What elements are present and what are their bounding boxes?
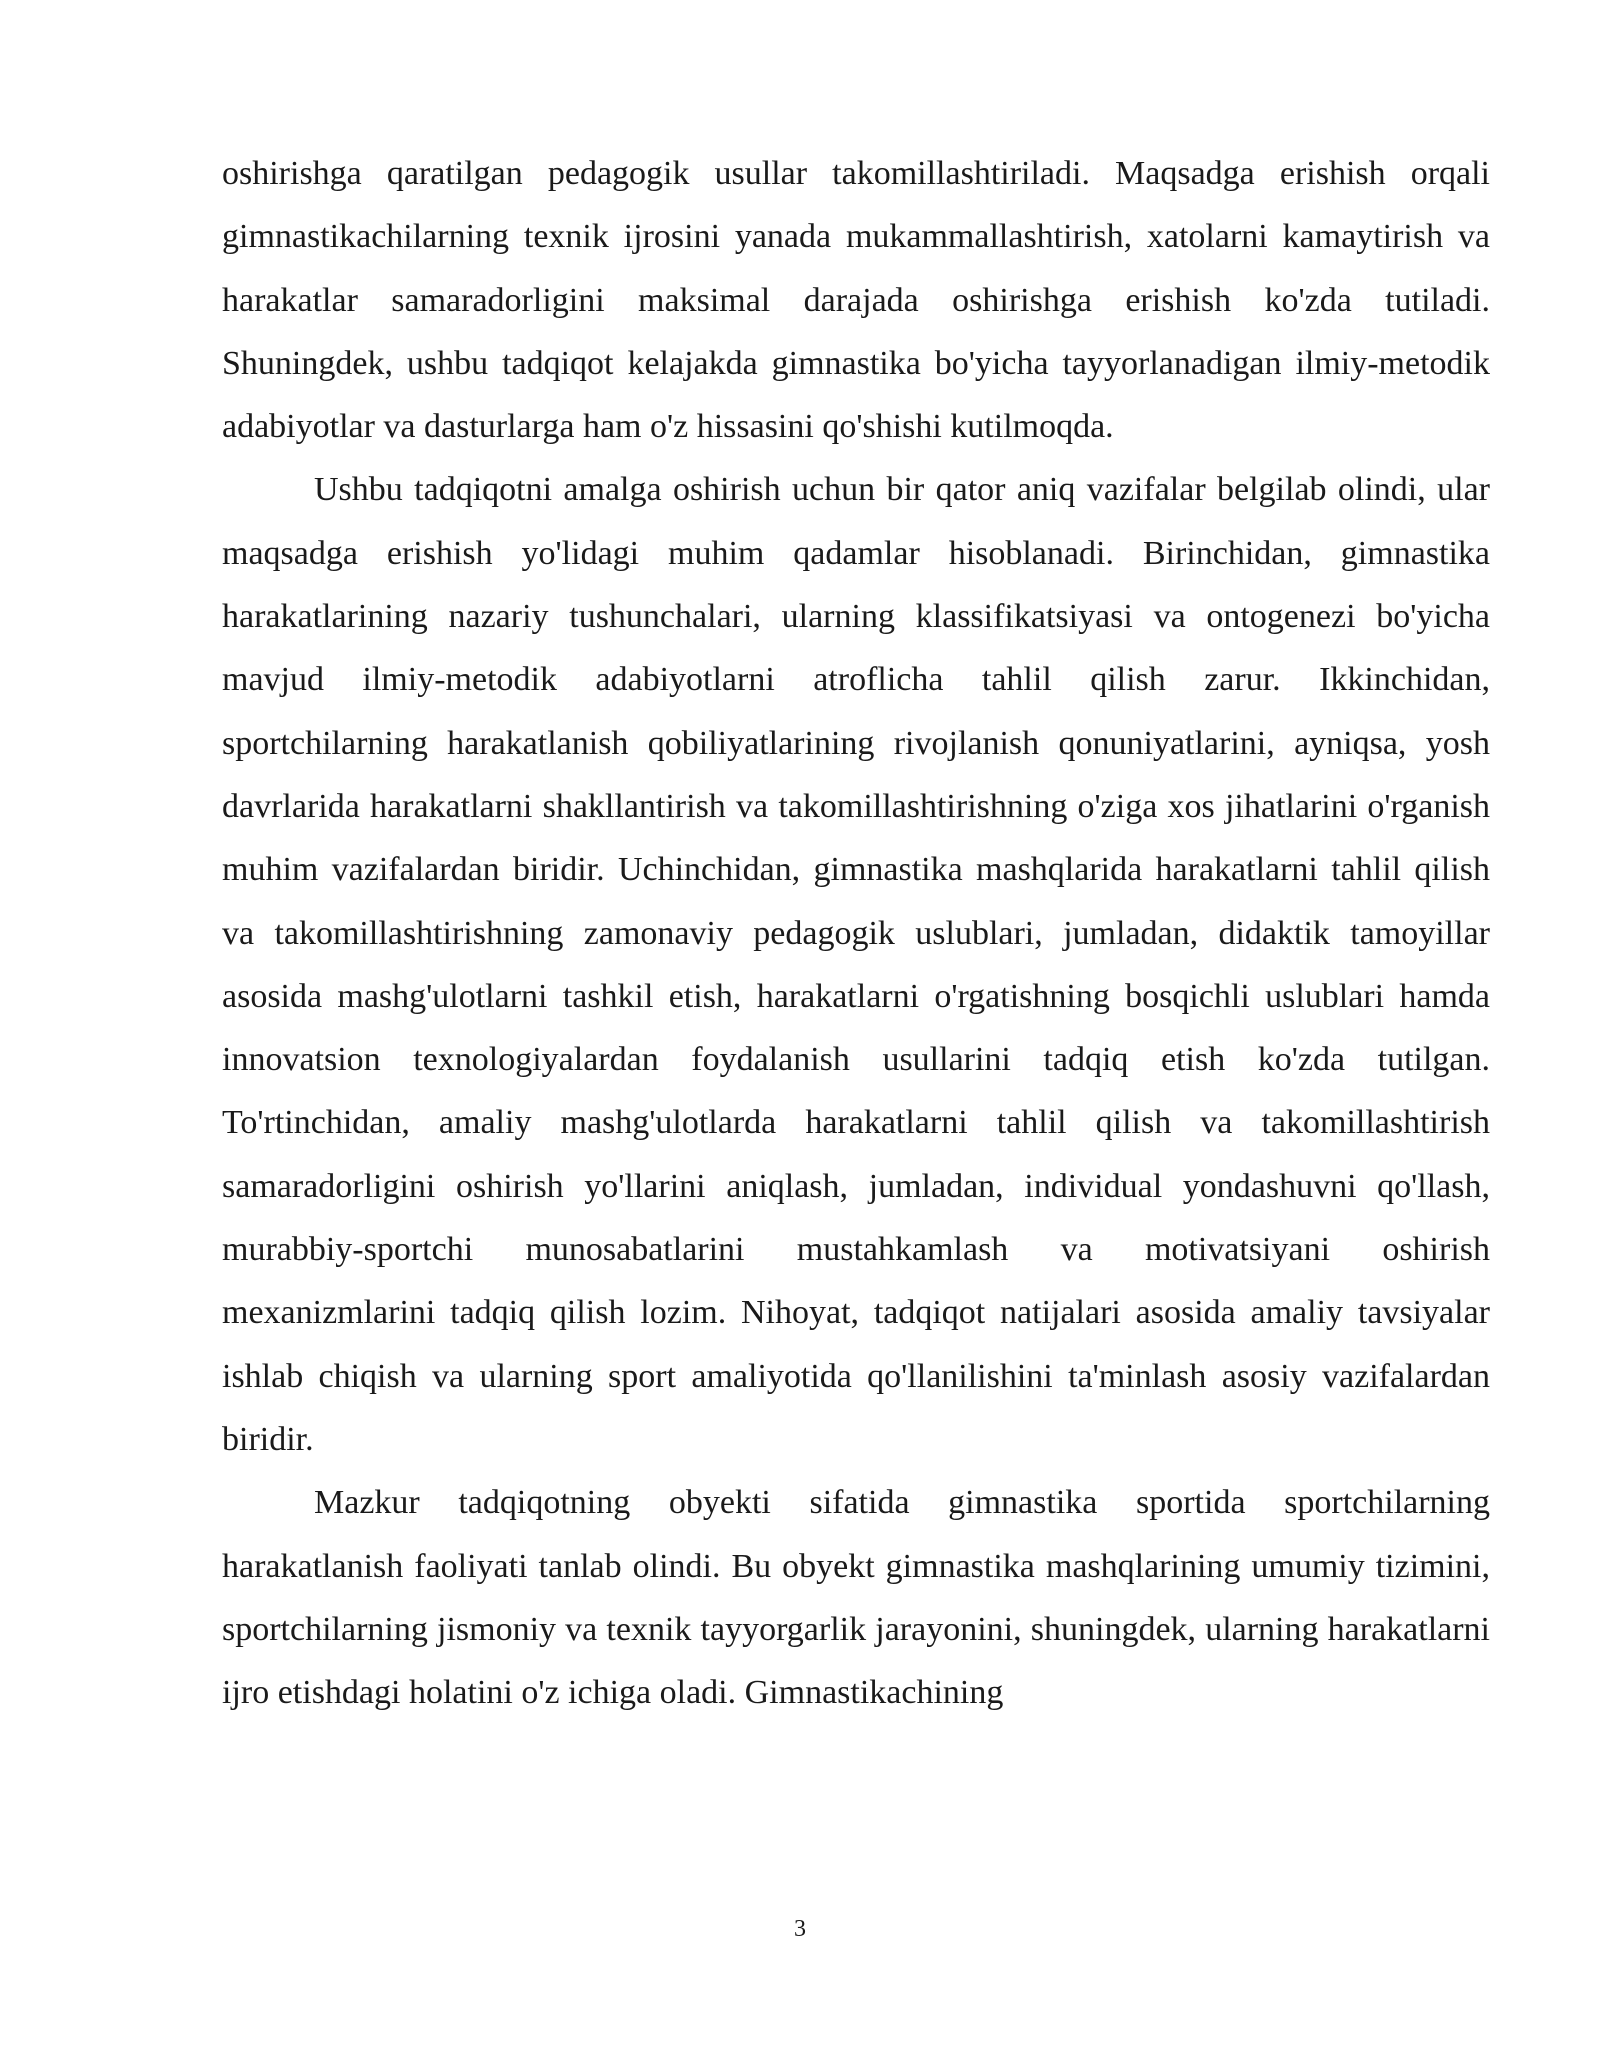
paragraph-1: oshirishga qaratilgan pedagogik usullar takomillashtiriladi. Maqsadga erishish orqali gimnastikachilarning texnik ijrosini yanada mukammallashtirish, xatolarni kamaytirish va harakatlar samaradorligini maksimal darajada oshirishga erishish ko'zda tutiladi. Shuningdek, ushbu tadqiqot kelajakda gimnastika bo'yicha tayyorlanadigan ilmiy-metodik adabiyotlar va dasturlarga ham o'z hissasini qo'shishi kutilmoqda.	[222, 155, 1490, 446]
paragraph-3: Mazkur tadqiqotning obyekti sifatida gimnastika sportida sportchilarning harakatlanish faoliyati tanlab olindi. Bu obyekt gimnastika mashqlarining umumiy tizimini, sportchilarning jismoniy va texnik tayyorgarlik jarayonini, shuningdek, ularning harakatlarni ijro etishdagi holatini o'z ichiga oladi. Gimnastikachining	[222, 1484, 1490, 1712]
paragraph-2: Ushbu tadqiqotni amalga oshirish uchun bir qator aniq vazifalar belgilab olindi, ular maqsadga erishish yo'lidagi muhim qadamlar hisoblanadi. Birinchidan, gimnastika harakatlarining nazariy tushunchalari, ularning klassifikatsiyasi va ontogenezi bo'yicha mavjud ilmiy-metodik adabiyotlarni atroflicha tahlil qilish zarur. Ikkinchidan, sportchilarning harakatlanish qobiliyatlarining rivojlanish qonuniyatlarini, ayniqsa, yosh davrlarida harakatlarni shakllantirish va takomillashtirishning o'ziga xos jihatlarini o'rganish muhim vazifalardan biridir. Uchinchidan, gimnastika mashqlarida harakatlarni tahlil qilish va takomillashtirishning zamonaviy pedagogik uslublari, jumladan, didaktik tamoyillar asosida mashg'ulotlarni tashkil etish, harakatlarni o'rgatishning bosqichli uslublari hamda innovatsion texnologiyalardan foydalanish usullarini tadqiq etish ko'zda tutilgan. To'rtinchidan, amaliy mashg'ulotlarda harakatlarni tahlil qilish va takomillashtirish samaradorligini oshirish yo'llarini aniqlash, jumladan, individual yondashuvni qo'llash, murabbiy-sportchi munosabatlarini mustahkamlash va motivatsiyani oshirish mexanizmlarini tadqiq qilish lozim. Nihoyat, tadqiqot natijalari asosida amaliy tavsiyalar ishlab chiqish va ularning sport amaliyotida qo'llanilishini ta'minlash asosiy vazifalardan biridir.	[222, 471, 1490, 1458]
document-body	[222, 142, 1490, 1724]
page-number: 3	[794, 1916, 806, 1942]
